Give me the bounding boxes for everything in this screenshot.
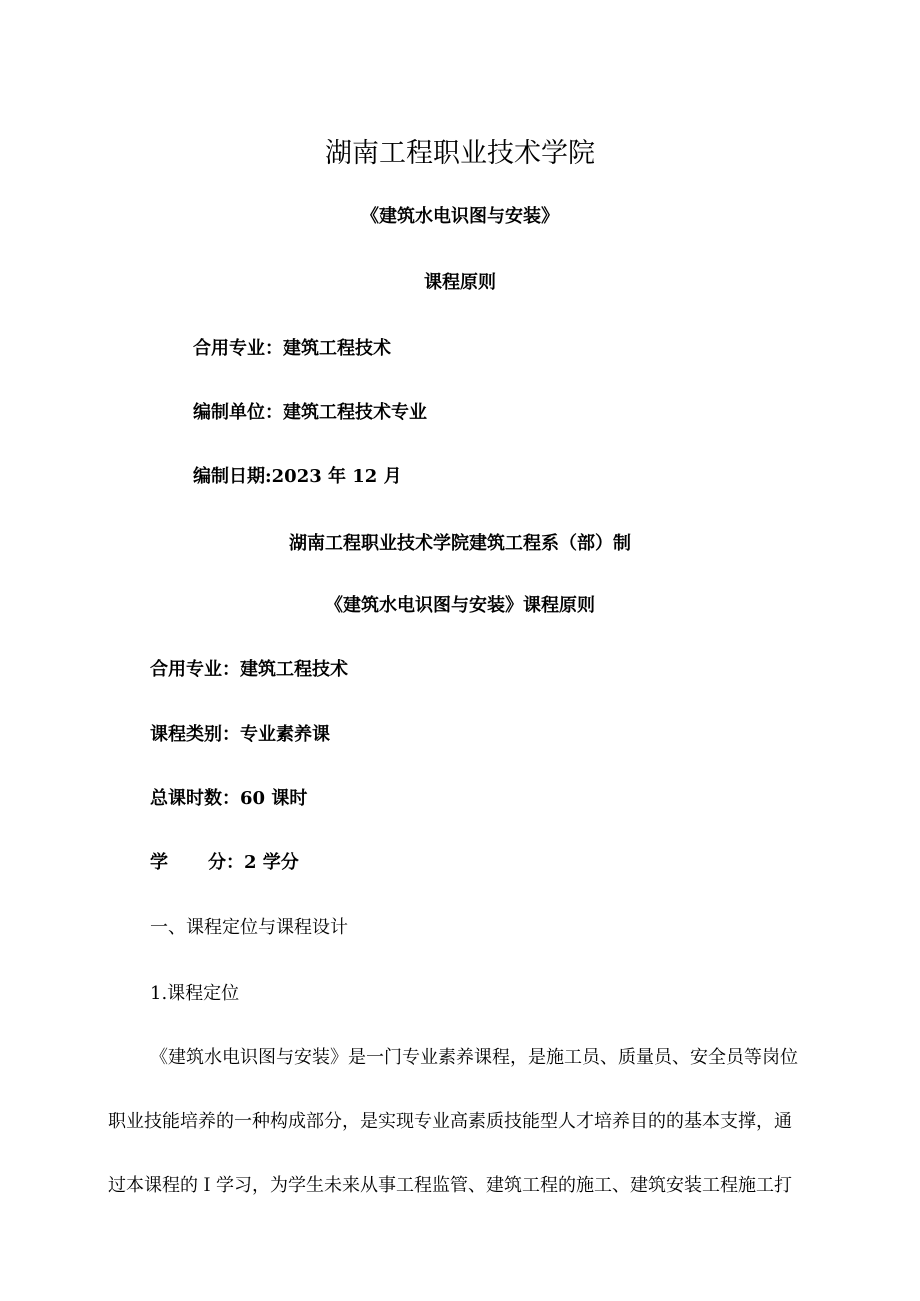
body-title: 《建筑水电识图与安装》课程原则	[325, 595, 595, 616]
cover-compiling-date: 编制日期:2023 年 12 月	[193, 466, 402, 487]
section-heading: 一、课程定位与课程设计	[150, 917, 348, 938]
paragraph-line: 职业技能培养的一种构成部分，是实现专业高素质技能型人才培养目的的基本支撑，通	[108, 1111, 792, 1132]
info-applicable-major: 合用专业：建筑工程技术	[150, 659, 348, 680]
info-course-category: 课程类别：专业素养课	[150, 724, 330, 745]
info-credits	[150, 854, 299, 872]
credits-label-2: 分：2 学分	[208, 852, 299, 873]
document-type: 课程原则	[424, 272, 496, 293]
info-total-hours: 总课时数：60 课时	[150, 788, 308, 809]
cover-compiling-unit: 编制单位：建筑工程技术专业	[193, 402, 427, 423]
credits-label-1: 学	[150, 852, 168, 873]
college-title: 湖南工程职业技术学院	[325, 138, 595, 169]
paragraph-line: 过本课程的Ｉ学习，为学生未来从事工程监管、建筑工程的施工、建筑安装工程施工打	[108, 1175, 792, 1196]
course-title: 《建筑水电识图与安装》	[361, 206, 559, 227]
issuer-line: 湖南工程职业技术学院建筑工程系（部）制	[289, 533, 631, 554]
subsection-heading: 1.课程定位	[150, 983, 240, 1004]
cover-applicable-major: 合用专业：建筑工程技术	[193, 338, 391, 359]
paragraph-line: 《建筑水电识图与安装》是一门专业素养课程，是施工员、质量员、安全员等岗位	[150, 1047, 798, 1068]
